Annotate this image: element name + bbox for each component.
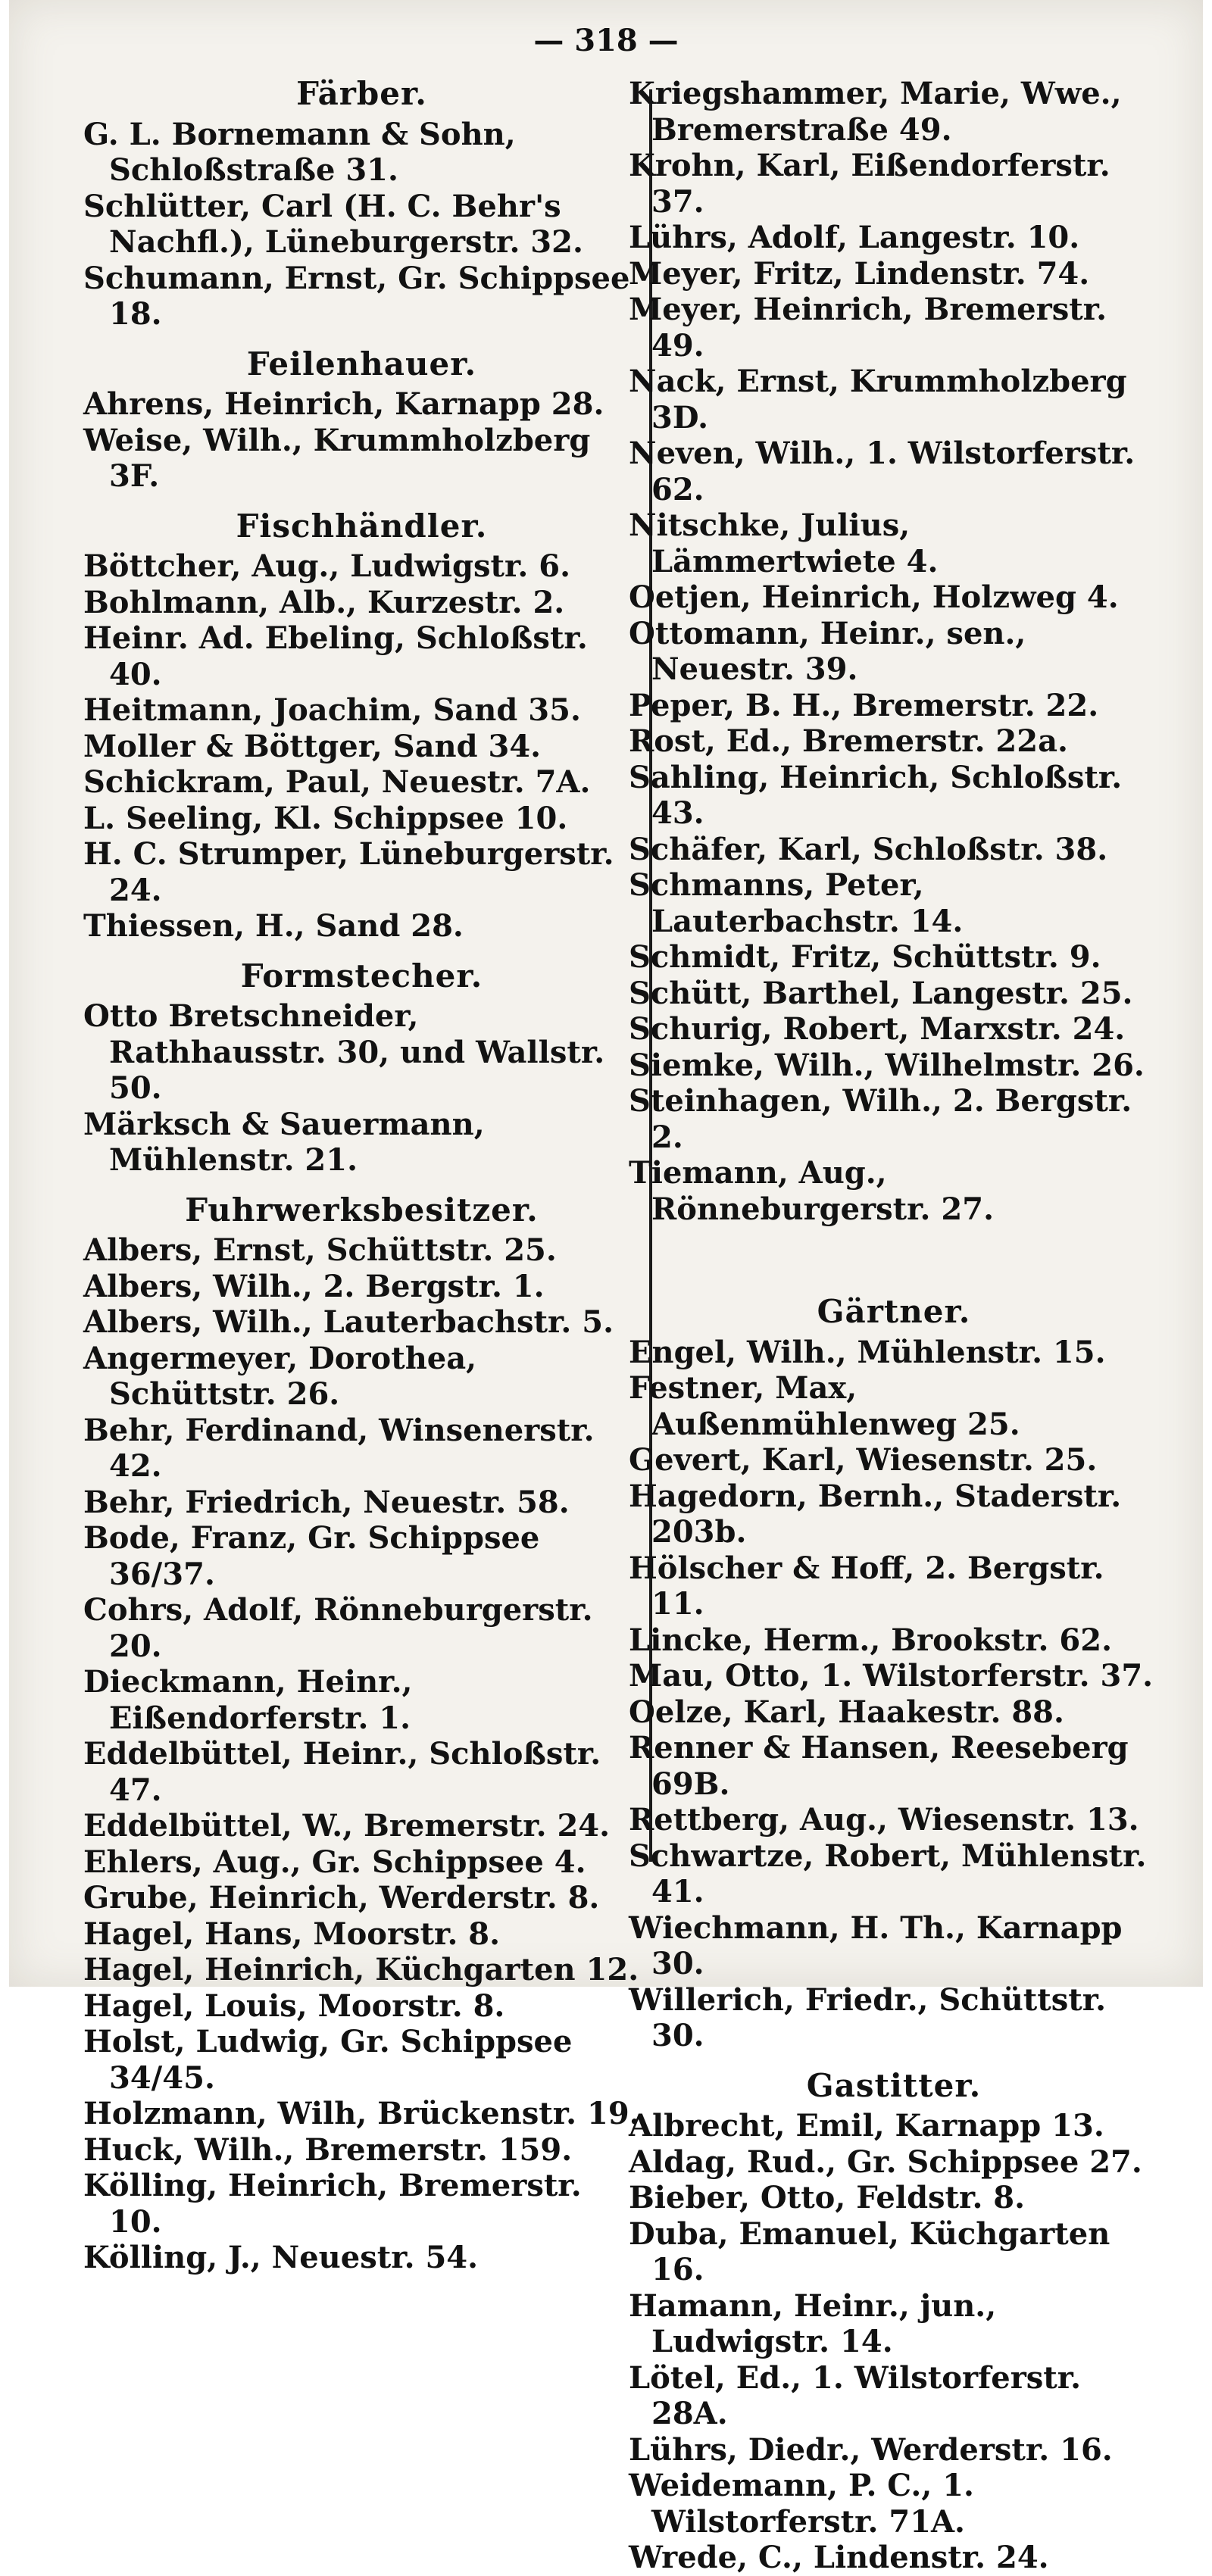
directory-entry: Huck, Wilh., Bremerstr. 159. [83,2131,573,2168]
section-fuhrwerksbesitzer-continued [629,76,1159,1227]
spacer [629,1227,1159,1280]
directory-entry: Meyer, Fritz, Lindenstr. 74. [629,255,1090,292]
directory-entry: Bieber, Otto, Feldstr. 8. [629,2180,1026,2215]
directory-entry: Willerich, Friedr., Schüttstr. 30. [629,1981,1107,2053]
directory-entry: Bode, Franz, Gr. Schippsee 36/37. [83,1520,540,1592]
section-heading: Formstecher. [240,957,483,994]
directory-entry: Schickram, Paul, Neuestr. 7A. [83,764,591,800]
directory-entry: Krohn, Karl, Eißendorferstr. 37. [629,148,1110,220]
directory-entry: Märksch & Sauermann, Mühlenstr. 21. [83,1106,485,1178]
section-formstecher [83,958,640,1179]
directory-entry: Kölling, J., Neuestr. 54. [83,2240,479,2275]
directory-entry: Wrede, C., Lindenstr. 24. [629,2540,1049,2575]
directory-entry: Ehlers, Aug., Gr. Schippsee 4. [83,1844,586,1880]
directory-entry: Peper, B. H., Bremerstr. 22. [629,687,1099,723]
left-column [83,76,640,2276]
directory-entry: Albers, Ernst, Schüttstr. 25. [83,1232,557,1268]
directory-entry: Schmidt, Fritz, Schüttstr. 9. [629,939,1101,975]
directory-entry: Lührs, Adolf, Langestr. 10. [629,220,1080,255]
directory-entry: Lührs, Diedr., Werderstr. 16. [629,2431,1113,2468]
directory-entry: Nitschke, Julius, Lämmertwiete 4. [629,507,939,579]
directory-entry: Cohrs, Adolf, Rönneburgerstr. 20. [83,1592,593,1664]
directory-entry: Hagel, Louis, Moorstr. 8. [83,1987,505,2024]
section-gaertner [629,1294,1159,2054]
page-number: — 318 — [533,23,679,58]
directory-entry: Weise, Wilh., Krummholzberg 3F. [83,422,591,494]
directory-entry: Ahrens, Heinrich, Karnapp 28. [83,386,604,422]
directory-entry: Sahling, Heinrich, Schloßstr. 43. [629,759,1123,831]
directory-entry: Otto Bretschneider, Rathhausstr. 30, und Wallstr. 50. [83,998,605,1106]
directory-entry: Holzmann, Wilh, Brückenstr. 19. [83,2096,640,2131]
directory-entry: Schäfer, Karl, Schloßstr. 38. [629,831,1108,867]
directory-entry: L. Seeling, Kl. Schippsee 10. [83,800,568,836]
section-faerber [83,76,640,333]
directory-entry: Albrecht, Emil, Karnapp 13. [629,2108,1104,2144]
section-heading: Färber. [296,75,427,112]
directory-entry: Albers, Wilh., Lauterbachstr. 5. [83,1304,614,1340]
directory-entry: Aldag, Rud., Gr. Schippsee 27. [629,2144,1142,2180]
directory-entry: G. L. Bornemann & Sohn, Schloßstraße 31. [83,116,516,188]
directory-entry: Behr, Friedrich, Neuestr. 58. [83,1484,570,1520]
section-heading: Fuhrwerksbesitzer. [185,1191,539,1229]
directory-entry: Angermeyer, Dorothea, Schüttstr. 26. [83,1340,477,1412]
section-feilenhauer [83,346,640,495]
directory-entry: Grube, Heinrich, Werderstr. 8. [83,1880,600,1916]
directory-entry: Schumann, Ernst, Gr. Schippsee 18. [83,260,630,332]
directory-entry: Kriegshammer, Marie, Wwe., Bremerstraße 49. [629,76,1122,148]
directory-entry: Albers, Wilh., 2. Bergstr. 1. [83,1268,545,1304]
directory-entry: Schlütter, Carl (H. C. Behr's Nachfl.), Lüneburgerstr. 32. [83,188,583,260]
directory-entry: Wiechmann, H. Th., Karnapp 30. [629,1909,1123,1981]
directory-entry: Eddelbüttel, W., Bremerstr. 24. [83,1808,611,1844]
directory-entry: Tiemann, Aug., Rönneburgerstr. 27. [629,1155,994,1227]
directory-entry: Oelze, Karl, Haakestr. 88. [629,1694,1064,1730]
section-heading: Gastitter. [806,2066,982,2104]
directory-entry: Eddelbüttel, Heinr., Schloßstr. 47. [83,1736,601,1808]
section-heading: Feilenhauer. [246,345,477,382]
directory-entry: Dieckmann, Heinr., Eißendorferstr. 1. [83,1664,413,1736]
directory-entry: Siemke, Wilh., Wilhelmstr. 26. [629,1047,1145,1083]
directory-entry: Oetjen, Heinrich, Holzweg 4. [629,579,1119,615]
directory-entry: Hamann, Heinr., jun., Ludwigstr. 14. [629,2287,997,2359]
directory-entry: Schmanns, Peter, Lauterbachstr. 14. [629,867,964,939]
directory-entry: Behr, Ferdinand, Winsenerstr. 42. [83,1412,595,1484]
directory-entry: Rettberg, Aug., Wiesenstr. 13. [629,1802,1139,1838]
section-gastitter [629,2068,1159,2576]
directory-entry: Neven, Wilh., 1. Wilstorferstr. 62. [629,436,1135,507]
directory-entry: Gevert, Karl, Wiesenstr. 25. [629,1442,1098,1478]
directory-entry: Lincke, Herm., Brookstr. 62. [629,1622,1112,1658]
directory-entry: Mau, Otto, 1. Wilstorferstr. 37. [629,1658,1154,1694]
directory-entry: Nack, Ernst, Krummholzberg 3D. [629,364,1127,436]
directory-entry: H. C. Strumper, Lüneburgerstr. 24. [83,836,614,908]
directory-entry: Weidemann, P. C., 1. Wilstorferstr. 71A. [629,2468,974,2540]
directory-entry: Schurig, Robert, Marxstr. 24. [629,1011,1126,1047]
section-heading: Fischhändler. [236,507,488,545]
directory-entry: Engel, Wilh., Mühlenstr. 15. [629,1334,1106,1370]
right-column [629,76,1159,2576]
directory-entry: Kölling, Heinrich, Bremerstr. 10. [83,2168,582,2240]
directory-entry: Lötel, Ed., 1. Wilstorferstr. 28A. [629,2359,1082,2431]
directory-entry: Duba, Emanuel, Küchgarten 16. [629,2215,1110,2287]
directory-entry: Schwartze, Robert, Mühlenstr. 41. [629,1838,1147,1909]
directory-entry: Steinhagen, Wilh., 2. Bergstr. 2. [629,1083,1132,1155]
section-fuhrwerksbesitzer [83,1192,640,2276]
directory-entry: Schütt, Barthel, Langestr. 25. [629,975,1133,1011]
directory-entry: Hölscher & Hoff, 2. Bergstr. 11. [629,1550,1104,1622]
directory-entry: Rost, Ed., Bremerstr. 22a. [629,723,1068,759]
directory-entry: Heinr. Ad. Ebeling, Schloßstr. 40. [83,620,588,692]
directory-entry: Ottomann, Heinr., sen., Neuestr. 39. [629,615,1026,687]
directory-entry: Festner, Max, Außenmühlenweg 25. [629,1370,1020,1442]
directory-entry: Renner & Hansen, Reeseberg 69B. [629,1730,1129,1802]
section-heading: Gärtner. [817,1293,971,1330]
directory-entry: Hagedorn, Bernh., Staderstr. 203b. [629,1478,1122,1550]
directory-entry: Hagel, Heinrich, Küchgarten 12. [83,1952,639,1987]
directory-entry: Böttcher, Aug., Ludwigstr. 6. [83,548,570,584]
section-fischhaendler [83,508,640,945]
directory-entry: Holst, Ludwig, Gr. Schippsee 34/45. [83,2024,573,2096]
directory-entry: Heitmann, Joachim, Sand 35. [83,692,581,728]
directory-entry: Thiessen, H., Sand 28. [83,908,464,944]
directory-entry: Hagel, Hans, Moorstr. 8. [83,1916,501,1952]
directory-entry: Meyer, Heinrich, Bremerstr. 49. [629,292,1107,364]
directory-entry: Bohlmann, Alb., Kurzestr. 2. [83,584,565,620]
directory-entry: Moller & Böttger, Sand 34. [83,728,542,764]
